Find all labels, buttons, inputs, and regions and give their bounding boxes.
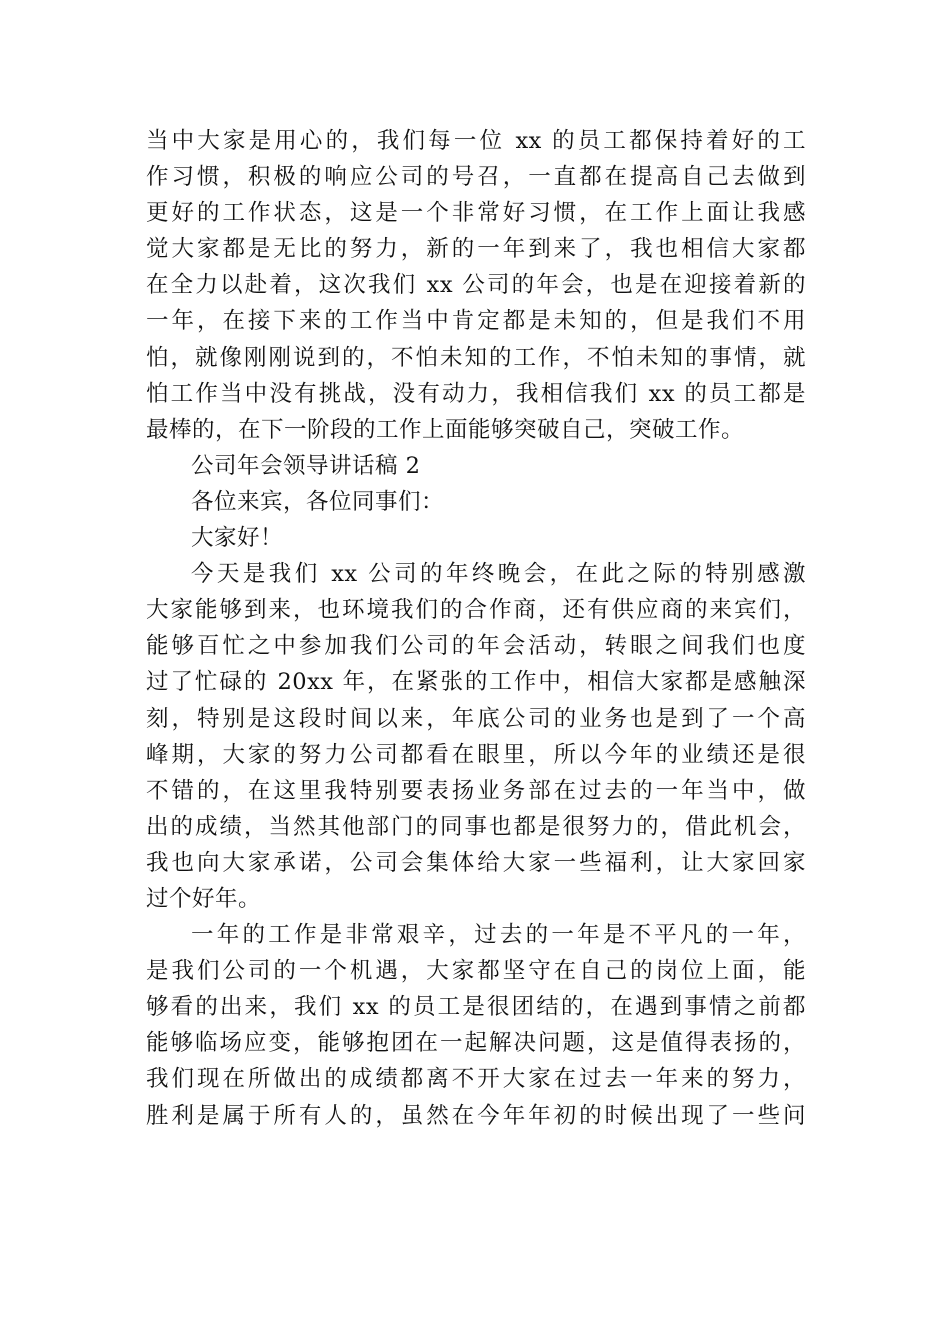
- text-line: 出的成绩，当然其他部门的同事也都是很努力的，借此机会，: [146, 813, 806, 840]
- text-line: 峰期，大家的努力公司都看在眼里，所以今年的业绩还是很: [146, 741, 806, 768]
- paragraph-p2: [146, 556, 806, 917]
- text-line: 怕，就像刚刚说到的，不怕未知的工作，不怕未知的事情，就: [146, 344, 806, 371]
- text-line: 大家能够到来，也环境我们的合作商，还有供应商的来宾们，: [146, 597, 806, 624]
- paragraph-greeting: [146, 520, 806, 556]
- text-line: 觉大家都是无比的努力，新的一年到来了，我也相信大家都: [146, 236, 806, 263]
- paragraph-p1: [146, 123, 806, 448]
- paragraph-p3: [146, 917, 806, 1134]
- text-line: 大家好！: [191, 525, 284, 552]
- text-line: 更好的工作状态，这是一个非常好习惯，在工作上面让我感: [146, 200, 806, 227]
- text-line: 不错的，在这里我特别要表扬业务部在过去的一年当中，做: [146, 777, 806, 804]
- text-line: 作习惯，积极的响应公司的号召，一直都在提高自己去做到: [146, 164, 806, 191]
- text-line: 刻，特别是这段时间以来，年底公司的业务也是到了一个高: [146, 705, 806, 732]
- document-page: [146, 123, 806, 1134]
- text-line: 胜利是属于所有人的，虽然在今年年初的时候出现了一些问: [146, 1102, 806, 1129]
- paragraph-heading: [146, 448, 806, 484]
- text-line: 一年，在接下来的工作当中肯定都是未知的，但是我们不用: [146, 308, 806, 335]
- text-line: 当中大家是用心的，我们每一位 xx 的员工都保持着好的工: [146, 128, 806, 154]
- text-line: 一年的工作是非常艰辛，过去的一年是不平凡的一年，: [191, 922, 806, 949]
- text-line: 最棒的，在下一阶段的工作上面能够突破自己，突破工作。: [146, 416, 745, 443]
- text-line: 公司年会领导讲话稿 2: [191, 452, 421, 479]
- text-line: 过个好年。: [146, 885, 262, 912]
- text-line: 我也向大家承诺，公司会集体给大家一些福利，让大家回家: [146, 849, 806, 876]
- text-line: 各位来宾，各位同事们：: [191, 488, 445, 515]
- paragraph-salutation: [146, 484, 806, 520]
- text-line: 能够临场应变，能够抱团在一起解决问题，这是值得表扬的，: [146, 1030, 806, 1057]
- text-line: 够看的出来，我们 xx 的员工是很团结的，在遇到事情之前都: [146, 994, 806, 1021]
- text-line: 能够百忙之中参加我们公司的年会活动，转眼之间我们也度: [146, 633, 806, 660]
- text-line: 怕工作当中没有挑战，没有动力，我相信我们 xx 的员工都是: [146, 380, 806, 407]
- text-line: 是我们公司的一个机遇，大家都坚守在自己的岗位上面，能: [146, 958, 806, 985]
- text-line: 在全力以赴着，这次我们 xx 公司的年会，也是在迎接着新的: [146, 272, 806, 299]
- text-line: 今天是我们 xx 公司的年终晚会，在此之际的特别感激: [191, 561, 806, 588]
- text-line: 过了忙碌的 20xx 年，在紧张的工作中，相信大家都是感触深: [146, 669, 806, 696]
- text-line: 我们现在所做出的成绩都离不开大家在过去一年来的努力，: [146, 1066, 806, 1093]
